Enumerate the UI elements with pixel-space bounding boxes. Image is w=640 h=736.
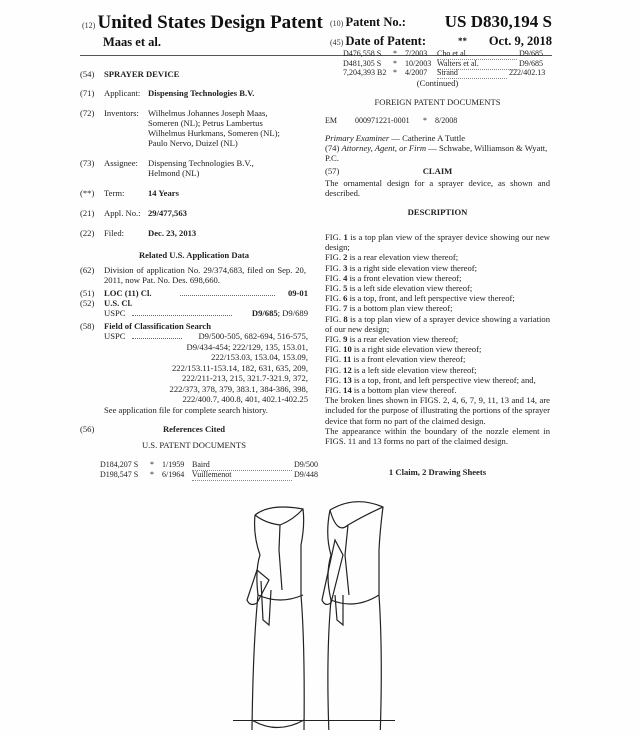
fig-number: 7 — [343, 303, 348, 314]
left-column: (54) SPRAYER DEVICE (71) Applicant: Dispensing Technologies B.V. (72) Inventors: Wilhelmus Johannes Joseph Maas, Someren (NL); Petrus Lambertus Wilhelmus Hurkmans, Someren (NL); Paulo Nervo, Duizel (NL) (73) Assignee: Dispensing Technologies B.V., Helmond (NL) (**) Term: 14 Years (21) Appl. No.: 29/477,563 (22) Filed: Dec. 23, 2013 Related U.S. Application Data (62) Division of application No. 29/374,683, filed on Sep. 20, 2011, now Pat. No. Des. 698,660. (51) LOC (11) Cl. 09-01 (52) U.S. Cl. USPC D9/685; D9/689 (58) Field of Classification Search USPC D9/500-505, 682-694, 516-575, D9/434-454; 222/129, 135, 153.01, 222/153.03, 153.04, 153.09, 222/153.11-153.14, 182, 631, 635, 209, 222/211-213, 215, 321.7-321.9, 372, 222/373, 378, 379, 383.1, 384-386, 398, 222/400.7, 400.8, 401, 402.1-402.25 See application file for complete search history. (56) References Cited U.S. PATENT DOCUMENTS D184,207 S * 1/1959 Baird D9/500 D198,547 S * 6/1964 Vuillemenot D9/448 — [80, 69, 318, 479]
authors: Maas et al. — [103, 35, 161, 49]
fig-number: 4 — [343, 272, 348, 283]
search-note: See application file for complete search history. — [104, 405, 268, 415]
figure-description — [325, 232, 550, 252]
fig-number: 5 — [343, 283, 348, 294]
related-heading: Related U.S. Application Data — [138, 250, 250, 260]
foreign-heading: FOREIGN PATENT DOCUMENTS — [374, 97, 501, 107]
fig-number: 9 — [343, 334, 348, 345]
claim-text: The ornamental design for a sprayer device, as shown and described. — [325, 178, 550, 198]
patent-number: US D830,194 S — [444, 12, 552, 31]
reference-row: 7,204,393 B2 * 4/2007 Strand 222/402.13 — [343, 68, 546, 77]
drawing-baseline — [233, 720, 395, 721]
figure-description — [325, 365, 550, 375]
class-line: D9/434-454; 222/129, 135, 153.01, — [186, 341, 308, 352]
reference-row: D476,558 S * 7/2003 Cho et al. D9/685 — [343, 49, 543, 58]
fig-prefix: FIG. — [325, 283, 341, 294]
examiner: Primary Examiner — Catherine A Tuttle — [325, 133, 466, 143]
date-mark: ** — [458, 36, 467, 46]
class-line: 222/153.11-153.14, 182, 631, 635, 209, — [172, 362, 308, 373]
fig-text: is a bottom plan view thereof; — [349, 303, 453, 314]
fig-prefix: FIG. — [325, 354, 341, 365]
fig-text: is a rear elevation view thereof; — [349, 334, 459, 345]
figure-list — [325, 232, 550, 446]
fig-prefix: FIG. — [325, 344, 341, 355]
date-label-text: Date of Patent: — [345, 34, 427, 48]
fig-prefix: FIG. — [325, 374, 341, 385]
figure-description — [325, 283, 550, 293]
fig-text: is a left side elevation view thereof; — [353, 364, 477, 375]
fig-text: is a right side elevation view thereof; — [349, 262, 478, 273]
fig-prefix: FIG. — [325, 272, 341, 283]
us-docs-heading: U.S. PATENT DOCUMENTS — [141, 440, 247, 450]
class-line: 222/211-213, 215, 321.7-321.9, 372, — [182, 373, 308, 383]
reference-row: D184,207 S * 1/1959 Baird D9/500 — [100, 460, 318, 469]
fig-prefix: FIG. — [325, 334, 341, 345]
fig-prefix: FIG. — [325, 385, 341, 396]
title-code: (12) — [82, 21, 96, 30]
fig-prefix: FIG. — [325, 303, 341, 314]
leader-dots — [132, 306, 232, 316]
class-line: 222/153.03, 153.04, 153.09, — [211, 352, 308, 362]
leader-dots — [180, 286, 275, 296]
fig-prefix: FIG. — [325, 252, 341, 263]
class-line: 222/373, 378, 379, 383.1, 384-386, 398, — [169, 383, 308, 394]
fig-text: is a bottom plan view thereof. — [353, 385, 457, 396]
claim-summary: 1 Claim, 2 Drawing Sheets — [388, 467, 487, 477]
fig-text: is a rear elevation view thereof; — [349, 252, 459, 263]
reference-row: D481,305 S * 10/2003 Walters et al. D9/685 — [343, 59, 543, 68]
figure-description — [325, 344, 550, 354]
fig-text: is a front elevation view thereof; — [353, 354, 466, 365]
title-text: United States Design Patent — [97, 12, 323, 33]
sprayer-drawing — [225, 495, 405, 730]
figure-description — [325, 273, 550, 283]
fig-number: 1 — [343, 232, 348, 242]
uscl-primary: D9/685 — [251, 308, 278, 318]
fig-prefix: FIG. — [325, 364, 341, 375]
figure-description — [325, 314, 550, 334]
date-code: (45) — [330, 38, 344, 47]
right-column: D476,558 S * 7/2003 Cho et al. D9/685 D481,305 S * 10/2003 Walters et al. D9/685 7,204,393 B2 * 4/2007 Strand 222/402.13 (Continued) FOREIGN PATENT DOCUMENTS EM 000971221-0001 * 8/2008 Primary Examiner — Catherine A Tuttle (74) Attorney, Agent, or Firm — Schwabe, Williamson & Wyatt, P.C. (57) CLAIM The ornamental design for a sprayer device, as shown and described. DESCRIPTION FIG. 1 is a top plan view of the sprayer device showing our new design; FIG. 2 is a rear elevation view thereof; FIG. 3 is a right side elevation view thereof; FIG. 4 is a front elevation view thereof; FIG. 5 is a left side elevation view thereof; FIG. 6 is a top, front, and left perspective view thereof; FIG. 7 is a bottom plan view thereof; FIG. 8 is a top plan view of a sprayer device showing a variation of our new design; FIG. 9 is a rear elevation view thereof; FIG. 10 is a right side elevation view thereof; FIG. 11 is a front elevation view thereof; FIG. 12 is a left side elevation view thereof; FIG. 13 is a top, front, and left perspective view thereof; and, FIG. 14 is a bottom plan view thereof. The broken lines shown in FIGS. 2, 4, 6, 7, 9, 11, 13 and 14, are included for the purpose of illustrating the portions of the sprayer device that form no part of the claimed design. The appearance within the boundary of the nozzle element in FIGS. 11 and 13 forms no part of the claimed design. 1 Claim, 2 Drawing Sheets — [325, 49, 551, 477]
figure-description — [325, 252, 550, 262]
figure-description — [325, 293, 550, 303]
uscl-secondary: ; D9/689 — [277, 308, 308, 318]
fig-prefix: FIG. — [325, 313, 341, 324]
fig-number: 6 — [343, 293, 348, 304]
fig-text: is a top plan view of a sprayer device showing a variation of our new design; — [325, 313, 551, 334]
fig-text: is a top plan view of the sprayer device showing our new design; — [325, 232, 550, 253]
fig-number: 12 — [343, 364, 352, 375]
fig-prefix: FIG. — [325, 232, 341, 242]
fig-number: 13 — [343, 374, 352, 385]
fig-number: 3 — [343, 262, 348, 273]
search-classes — [170, 331, 308, 405]
fig-text: is a front elevation view thereof; — [349, 272, 462, 283]
continued: (Continued) — [416, 78, 459, 88]
figure-description — [325, 263, 550, 273]
appearance-note: The appearance within the boundary of the nozzle element in FIGS. 11 and 13 forms no part of the claimed design. — [325, 425, 550, 447]
sprayer-bottle-right — [322, 502, 383, 730]
class-line: 222/400.7, 400.8, 401, 402.1-402.25 — [182, 394, 308, 404]
fig-number: 11 — [343, 354, 352, 365]
fig-number: 10 — [343, 344, 352, 355]
fig-number: 8 — [343, 313, 348, 324]
figure-description — [325, 334, 550, 344]
patent-no-label: Patent No.: — [345, 15, 406, 29]
fig-text: is a right side elevation view thereof; — [353, 344, 482, 355]
patent-date: Oct. 9, 2018 — [488, 34, 552, 48]
broken-lines-note: The broken lines shown in FIGS. 2, 4, 6, 7, 9, 11, 13 and 14, are included for the purpose of illustrating the portions of the sprayer device that form no part of the claimed design. — [325, 395, 550, 426]
reference-row: D198,547 S * 6/1964 Vuillemenot D9/448 — [100, 470, 318, 479]
patent-no-code: (10) — [330, 19, 344, 28]
figure-description — [325, 354, 550, 364]
description-heading: DESCRIPTION — [407, 207, 468, 217]
fig-prefix: FIG. — [325, 262, 341, 273]
attorney: (74) Attorney, Agent, or Firm — Schwabe, Williamson & Wyatt, P.C. — [325, 143, 548, 163]
fig-text: is a left side elevation view thereof; — [349, 283, 473, 294]
fig-text: is a top, front, and left perspective view thereof; and, — [353, 374, 536, 385]
class-line: D9/500-505, 682-694, 516-575, — [198, 331, 308, 341]
fig-number: 14 — [343, 385, 352, 396]
figure-description — [325, 385, 550, 395]
foreign-reference: EM 000971221-0001 * 8/2008 — [325, 116, 458, 125]
fig-number: 2 — [343, 252, 348, 263]
figure-description — [325, 303, 550, 313]
fig-text: is a top, front, and left perspective view thereof; — [349, 293, 515, 304]
fig-prefix: FIG. — [325, 293, 341, 304]
figure-description — [325, 375, 550, 385]
sprayer-bottle-left — [247, 507, 304, 730]
